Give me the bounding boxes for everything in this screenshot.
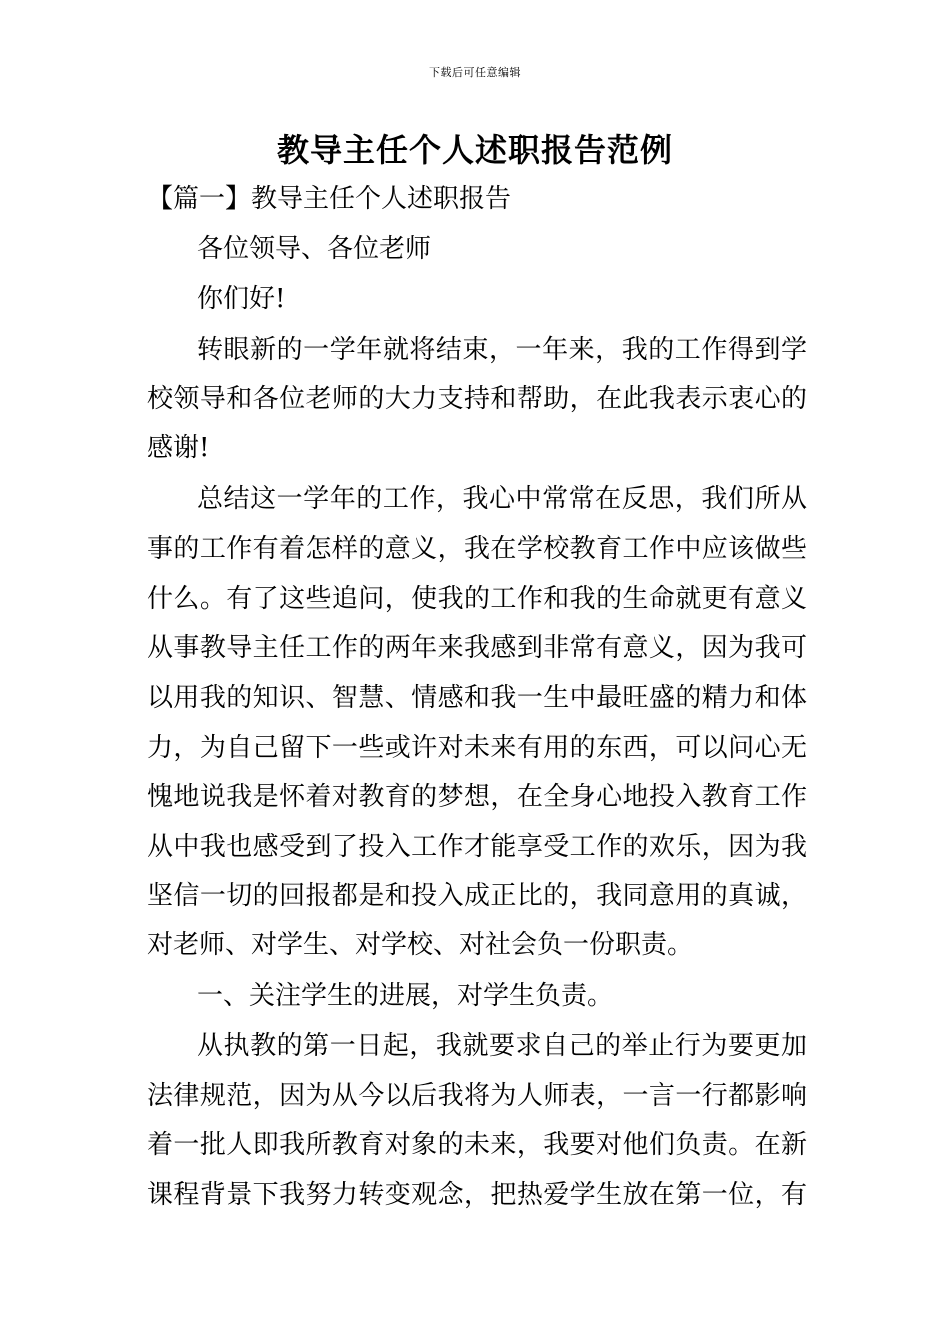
paragraph-line: 转眼新的一学年就将结束，一年来，我的工作得到学 bbox=[197, 335, 807, 365]
paragraph-line: 总结这一学年的工作，我心中常常在反思，我们所从 bbox=[197, 484, 807, 514]
paragraph-line: 课程背景下我努力转变观念，把热爱学生放在第一位，有 bbox=[147, 1180, 807, 1210]
paragraph-line: 对老师、对学生、对学校、对社会负一份职责。 bbox=[147, 930, 694, 960]
paragraph-line: 坚信一切的回报都是和投入成正比的，我同意用的真诚， bbox=[147, 881, 807, 911]
section-heading: 【篇一】教导主任个人述职报告 bbox=[147, 184, 512, 214]
paragraph-line: 校领导和各位老师的大力支持和帮助，在此我表示衷心的 bbox=[147, 384, 807, 414]
paragraph-line: 事的工作有着怎样的意义，我在学校教育工作中应该做些 bbox=[147, 534, 807, 564]
paragraph-line: 愧地说我是怀着对教育的梦想，在全身心地投入教育工作 bbox=[147, 782, 807, 812]
salutation-line: 你们好! bbox=[197, 284, 286, 314]
paragraph-line: 从中我也感受到了投入工作才能享受工作的欢乐，因为我 bbox=[147, 832, 807, 862]
paragraph-line: 力，为自己留下一些或许对未来有用的东西，可以问心无 bbox=[147, 733, 807, 763]
document-title: 教导主任个人述职报告范例 bbox=[276, 131, 673, 169]
header-note: 下载后可任意编辑 bbox=[429, 66, 521, 79]
paragraph-line: 什么。有了这些追问，使我的工作和我的生命就更有意义 bbox=[147, 584, 807, 614]
paragraph-line: 从事教导主任工作的两年来我感到非常有意义，因为我可 bbox=[147, 633, 807, 663]
paragraph-line: 法律规范，因为从今以后我将为人师表，一言一行都影响 bbox=[147, 1081, 807, 1111]
paragraph-line: 感谢! bbox=[147, 433, 210, 463]
paragraph-line: 着一批人即我所教育对象的未来，我要对他们负责。在新 bbox=[147, 1130, 807, 1160]
paragraph-line: 从执教的第一日起，我就要求自己的举止行为要更加 bbox=[197, 1031, 807, 1061]
section-subheading: 一、关注学生的进展，对学生负责。 bbox=[197, 981, 614, 1011]
greeting-line: 各位领导、各位老师 bbox=[197, 234, 432, 264]
paragraph-line: 以用我的知识、智慧、情感和我一生中最旺盛的精力和体 bbox=[147, 683, 807, 713]
